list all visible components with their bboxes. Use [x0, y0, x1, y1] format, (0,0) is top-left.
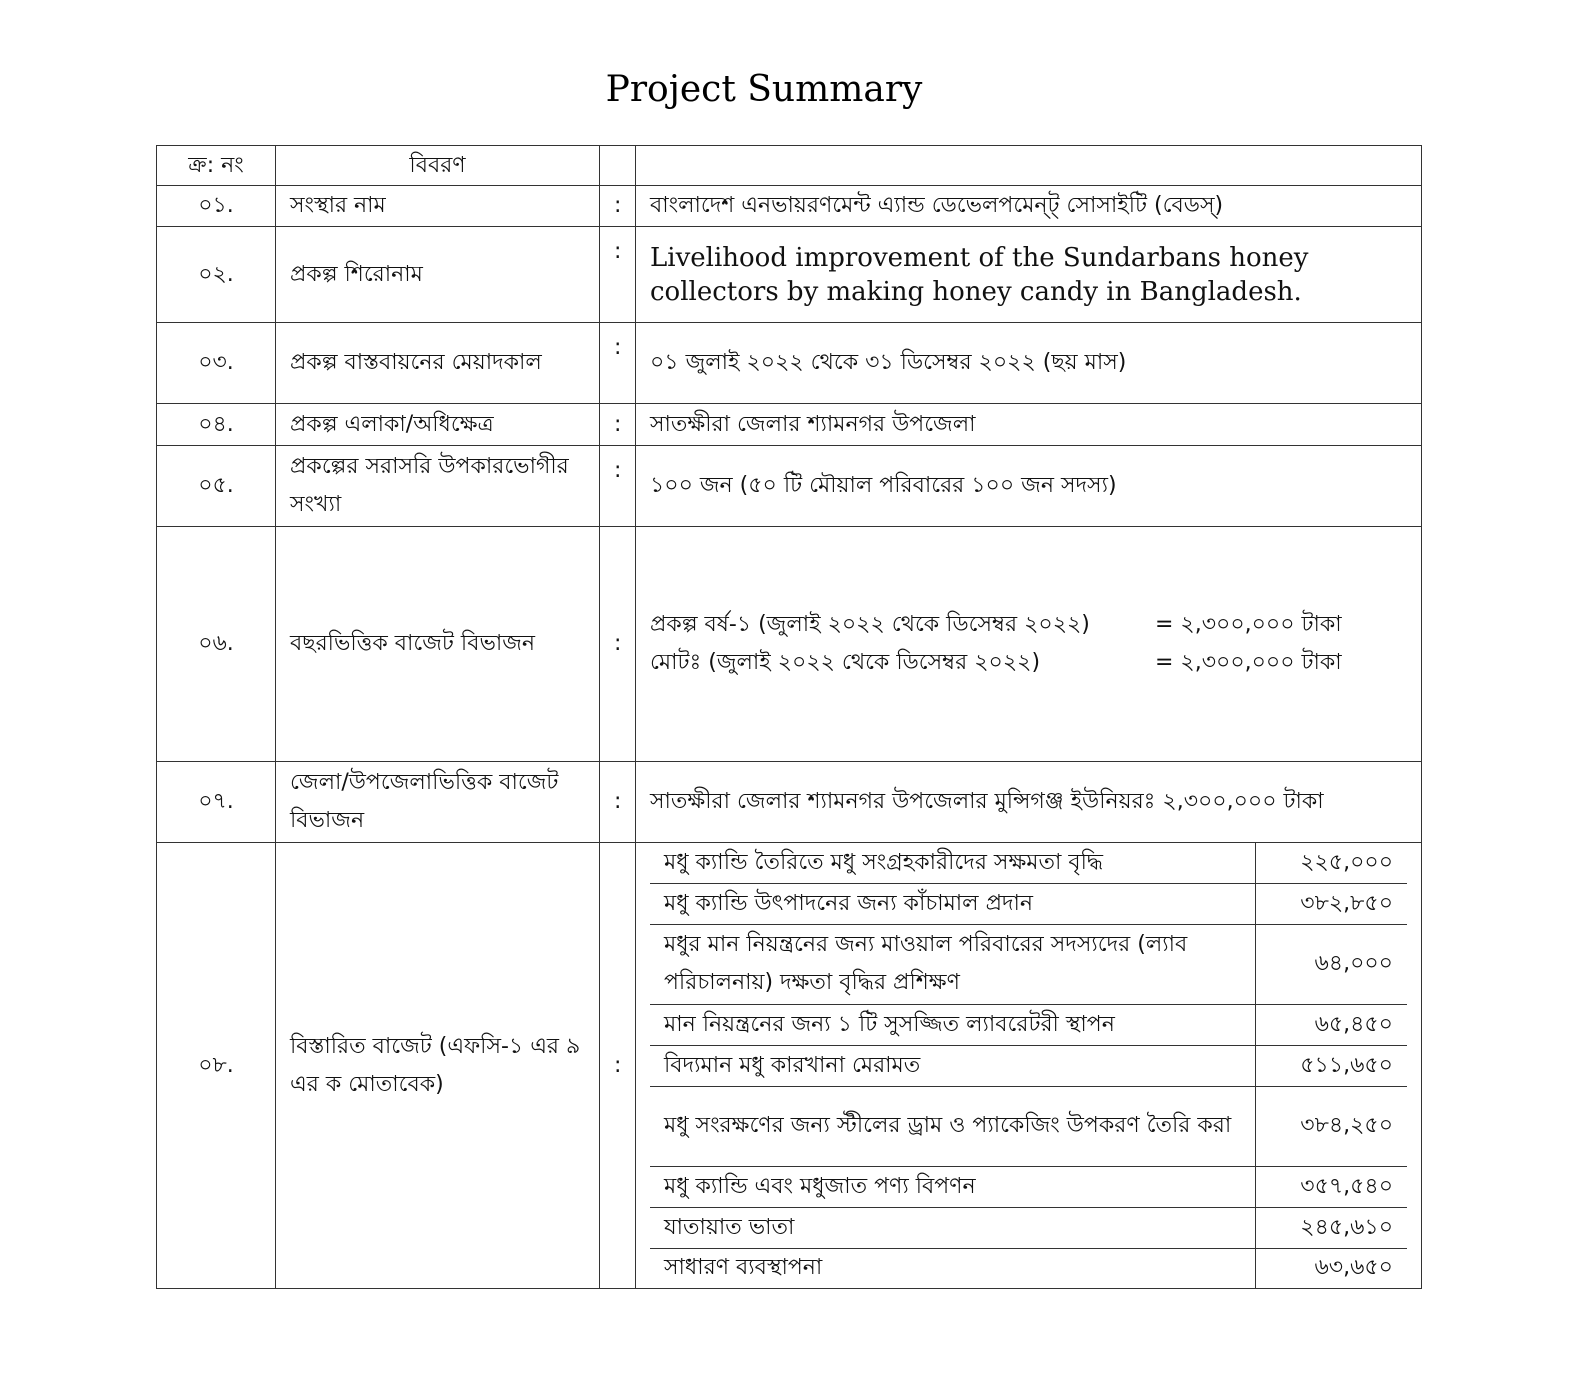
budget-item-amount: ২২৫,০০০ [1255, 843, 1407, 883]
budget-item-name: মধু ক্যান্ডি তৈরিতে মধু সংগ্রহকারীদের সক্ষমতা বৃদ্ধি [650, 843, 1255, 883]
budget-item-row [650, 1248, 1407, 1288]
row-value: ০১ জুলাই ২০২২ থেকে ৩১ ডিসেম্বর ২০২২ (ছয় মাস) [636, 323, 1422, 404]
budget-item-name: সাধারণ ব্যবস্থাপনা [650, 1248, 1255, 1288]
row-colon: : [600, 186, 636, 227]
budget-year-line [650, 606, 1407, 644]
budget-item-amount: ৬৫,৪৫০ [1255, 1004, 1407, 1045]
budget-item-row [650, 1207, 1407, 1248]
row-value: ১০০ জন (৫০ টি মৌয়াল পরিবারের ১০০ জন সদস্য) [636, 446, 1422, 527]
row-colon: : [600, 527, 636, 762]
budget-item-name: মান নিয়ন্ত্রনের জন্য ১ টি সুসজ্জিত ল্যাবরেটরী স্থাপন [650, 1004, 1255, 1045]
project-title-line-1: Livelihood improvement of the Sundarbans honey [650, 242, 1309, 273]
budget-item-amount: ৩৮২,৮৫০ [1255, 883, 1407, 924]
row-colon: : [600, 227, 636, 323]
row-label: প্রকল্পের সরাসরি উপকারভোগীর সংখ্যা [276, 446, 600, 527]
table-row [157, 227, 1422, 323]
budget-line-value: = ২,৩০০,০০০ টাকা [1155, 650, 1342, 675]
row-sl: ০৪. [157, 404, 276, 446]
header-description: বিবরণ [276, 146, 600, 186]
row-label: সংস্থার নাম [276, 186, 600, 227]
row-value [636, 527, 1422, 762]
budget-item-row [650, 1166, 1407, 1207]
row-value [636, 227, 1422, 323]
row-colon: : [600, 446, 636, 527]
budget-item-row [650, 883, 1407, 924]
summary-table [156, 145, 1422, 1289]
row-sl: ০১. [157, 186, 276, 227]
budget-item-name: মধু সংরক্ষণের জন্য স্টীলের ড্রাম ও প্যাকেজিং উপকরণ তৈরি করা [650, 1086, 1255, 1166]
header-row [157, 146, 1422, 186]
budget-line-label: মোটঃ (জুলাই ২০২২ থেকে ডিসেম্বর ২০২২) [650, 650, 1041, 675]
table-row [157, 843, 1422, 1289]
header-value-cell [636, 146, 1422, 186]
budget-item-row [650, 1004, 1407, 1045]
budget-line-value: = ২,৩০০,০০০ টাকা [1155, 612, 1342, 637]
detailed-budget-table [650, 843, 1407, 1288]
row-label: বিস্তারিত বাজেট (এফসি-১ এর ৯ এর ক মোতাবেক) [276, 843, 600, 1289]
row-value: বাংলাদেশ এনভায়রণমেন্ট এ্যান্ড ডেভেলপমেন্ট্ সোসাইটি (বেডস্) [636, 186, 1422, 227]
budget-item-name: মধুর মান নিয়ন্ত্রনের জন্য মাওয়াল পরিবারের সদস্যদের (ল্যাব পরিচালনায়) দক্ষতা বৃদ্ধির প্রশিক্ষণ [650, 924, 1255, 1004]
budget-item-amount: ৩৮৪,২৫০ [1255, 1086, 1407, 1166]
detailed-budget-cell [636, 843, 1422, 1289]
header-colon-cell [600, 146, 636, 186]
table-row [157, 186, 1422, 227]
budget-item-row [650, 843, 1407, 883]
row-sl: ০৮. [157, 843, 276, 1289]
budget-item-amount: ৬৩,৬৫০ [1255, 1248, 1407, 1288]
budget-item-amount: ৫১১,৬৫০ [1255, 1045, 1407, 1086]
project-title-line-2: collectors by making honey candy in Bangladesh. [650, 276, 1302, 307]
budget-item-amount: ২৪৫,৬১০ [1255, 1207, 1407, 1248]
table-row [157, 404, 1422, 446]
row-label: প্রকল্প এলাকা/অধিক্ষেত্র [276, 404, 600, 446]
row-sl: ০৭. [157, 762, 276, 843]
row-label: প্রকল্প বাস্তবায়নের মেয়াদকাল [276, 323, 600, 404]
row-sl: ০৩. [157, 323, 276, 404]
row-label: প্রকল্প শিরোনাম [276, 227, 600, 323]
budget-item-name: যাতায়াত ভাতা [650, 1207, 1255, 1248]
budget-item-name: বিদ্যমান মধু কারখানা মেরামত [650, 1045, 1255, 1086]
header-sl: ক্র: নং [157, 146, 276, 186]
row-value: সাতক্ষীরা জেলার শ্যামনগর উপজেলার মুন্সিগঞ্জ ইউনিয়রঃ ২,৩০০,০০০ টাকা [636, 762, 1422, 843]
budget-total-line [650, 644, 1407, 682]
budget-item-amount: ৬৪,০০০ [1255, 924, 1407, 1004]
row-label: জেলা/উপজেলাভিত্তিক বাজেট বিভাজন [276, 762, 600, 843]
table-row [157, 323, 1422, 404]
row-colon: : [600, 762, 636, 843]
row-sl: ০৬. [157, 527, 276, 762]
page-title: Project Summary [605, 69, 923, 110]
row-value: সাতক্ষীরা জেলার শ্যামনগর উপজেলা [636, 404, 1422, 446]
budget-item-amount: ৩৫৭,৫৪০ [1255, 1166, 1407, 1207]
row-sl: ০২. [157, 227, 276, 323]
row-colon: : [600, 404, 636, 446]
table-row [157, 446, 1422, 527]
table-row [157, 527, 1422, 762]
budget-line-label: প্রকল্প বর্ষ-১ (জুলাই ২০২২ থেকে ডিসেম্বর ২০২২) [650, 612, 1090, 637]
budget-item-name: মধু ক্যান্ডি এবং মধুজাত পণ্য বিপণন [650, 1166, 1255, 1207]
row-label: বছরভিত্তিক বাজেট বিভাজন [276, 527, 600, 762]
budget-item-row [650, 924, 1407, 1004]
table-row [157, 762, 1422, 843]
budget-item-row [650, 1086, 1407, 1166]
row-sl: ০৫. [157, 446, 276, 527]
budget-item-name: মধু ক্যান্ডি উৎপাদনের জন্য কাঁচামাল প্রদান [650, 883, 1255, 924]
row-colon: : [600, 843, 636, 1289]
row-colon: : [600, 323, 636, 404]
budget-item-row [650, 1045, 1407, 1086]
